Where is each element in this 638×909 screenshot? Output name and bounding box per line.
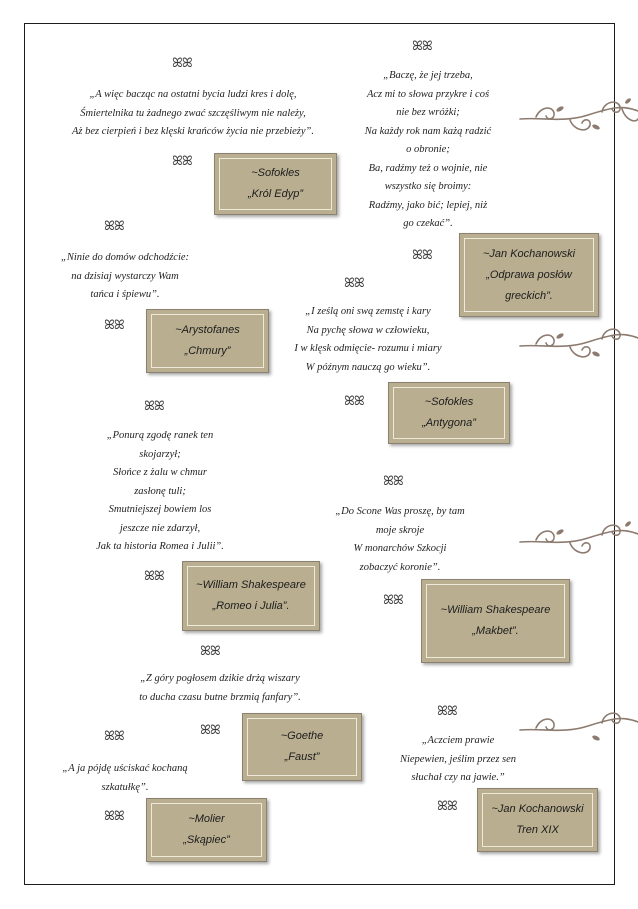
fleuron-ornament-icon: ꕤꕤ [200,644,220,659]
quote-tren-xix [378,732,538,788]
quote-line: W monarchów Szkocji [353,543,447,554]
source-box-makbet [421,579,570,663]
floral-swirl-icon [518,516,638,566]
quote-line: Radźmy, jako bić; lepiej, niż [368,199,488,211]
fleuron-ornament-icon: ꕤꕤ [104,729,124,744]
source-box-inner [426,584,565,658]
fleuron-ornament-icon: ꕤꕤ [344,276,364,291]
source-box-inner [393,387,505,439]
source-box-inner [151,314,264,368]
fleuron-ornament-icon: ꕤꕤ [412,248,432,263]
source-box-romeo-i-julia [182,561,320,631]
source-box-inner [482,793,593,847]
quote-line: go czekać”. [403,218,453,229]
fleuron-ornament-icon: ꕤꕤ [383,593,403,608]
source-box-krol-edyp [214,153,337,215]
source-box-inner [464,238,594,312]
quote-line: tańca i śpiewu”. [90,289,160,300]
source-title: „Skąpiec” [183,834,230,846]
source-author: ~Jan Kochanowski [482,247,576,260]
source-title: „Odprawa posłów [486,268,572,281]
quote-line: „Ninie do domów odchodźcie: [60,252,190,263]
source-title: „Romeo i Julia”. [212,600,290,612]
fleuron-ornament-icon: ꕤꕤ [144,399,164,414]
quote-line: Acz mi to słowa przykre i coś [366,88,490,100]
fleuron-ornament-icon: ꕤꕤ [104,318,124,333]
quote-line: „A więc bacząc na ostatni bycia ludzi kres i dolę, [89,89,297,100]
quote-line: zobaczyć koronie”. [359,561,441,573]
quote-line: Aż bez cierpień i bez klęski krańców życia nie przebieży”. [71,126,315,137]
quote-line: Smutniejszej bowiem los [108,504,212,515]
quote-line: I w klęsk odmięcie- rozumu i miary [294,343,442,354]
source-box-inner [247,718,357,776]
floral-swirl-icon [518,93,638,143]
fleuron-ornament-icon: ꕤꕤ [104,219,124,234]
quote-line: „Do Scone Was proszę, by tam [335,506,465,517]
fleuron-ornament-icon: ꕤꕤ [172,56,192,71]
quote-line: „Ponurą zgodę ranek ten [106,430,214,441]
fleuron-ornament-icon: ꕤꕤ [383,474,403,489]
quote-line: „Z góry pogłosem dzikie drżą wiszary [140,673,300,684]
quote-line: Niepewien, jeślim przez sen [399,753,517,765]
source-author: ~Goethe [280,730,324,742]
source-author: ~Jan Kochanowski [491,803,584,815]
quote-line: „I ześlą oni swą zemstę i kary [305,306,431,317]
fleuron-ornament-icon: ꕤꕤ [200,723,220,738]
source-box-skapiec [146,798,267,862]
quote-makbet [315,503,485,577]
quote-line: Słońce z żalu w chmur [113,467,207,478]
source-title: „Makbet”. [472,625,519,637]
quote-line: skojarzył; [139,448,181,460]
fleuron-ornament-icon: ꕤꕤ [104,809,124,824]
source-title: „Chmury” [184,345,231,357]
quote-krol-edyp [48,86,338,142]
fleuron-ornament-icon: ꕤꕤ [412,39,432,54]
quote-line: wszystko się broimy: [384,181,472,192]
source-author: ~Sofokles [251,167,300,179]
quote-line: moje skroje [375,524,425,536]
quote-line: na dzisiaj wystarczy Wam [71,270,179,282]
source-title: Tren XIX [516,824,559,836]
source-box-inner [151,803,262,857]
fleuron-ornament-icon: ꕤꕤ [172,154,192,169]
quote-line: o obronie; [406,144,450,155]
source-title: „Król Edyp” [247,188,304,200]
source-author: ~William Shakespeare [440,604,551,616]
fleuron-ornament-icon: ꕤꕤ [437,799,457,814]
quote-skapiec [45,760,205,797]
quote-line: „Baczę, że jej trzeba, [383,70,473,81]
fleuron-ornament-icon: ꕤꕤ [144,569,164,584]
quote-line: to ducha czasu butne brzmią fanfary”. [139,691,301,703]
source-author: ~Sofokles [424,396,474,408]
source-box-chmury [146,309,269,373]
source-box-inner [187,566,315,626]
quote-chmury [45,249,205,305]
quote-line: Na każdy rok nam każą radzić [364,125,492,137]
quote-line: Jak ta historia Romea i Julii”. [96,541,224,552]
quote-odprawa-poslow [348,67,508,234]
quote-line: jeszcze nie zdarzył, [119,522,201,534]
source-box-tren-xix [477,788,598,852]
quote-line: szkatułkę”. [101,781,149,793]
quote-line: „Aczciem prawie [421,735,495,746]
source-box-odprawa-poslow [459,233,599,317]
quote-line: „A ja pójdę uściskać kochaną [62,763,188,774]
quote-line: słuchał czy na jawie.” [411,772,505,783]
fleuron-ornament-icon: ꕤꕤ [437,704,457,719]
quote-line: zasłonę tuli; [134,485,186,497]
source-box-faust [242,713,362,781]
quote-antygona [278,303,458,377]
source-author: ~Arystofanes [175,324,240,336]
quote-line: Na pychę słowa w człowieku, [306,324,430,336]
quote-romeo-i-julia [80,427,240,557]
source-title: „Antygona” [422,417,476,429]
quote-faust [110,670,330,707]
quote-line: W późnym nauczą go wieku”. [305,361,431,373]
source-box-antygona [388,382,510,444]
source-box-inner [219,158,332,210]
quote-line: Ba, radźmy też o wojnie, nie [368,162,488,174]
source-author: ~Molier [188,813,225,825]
source-author: ~William Shakespeare [196,579,306,591]
fleuron-ornament-icon: ꕤꕤ [344,394,364,409]
quote-line: nie bez wróżki; [396,107,460,118]
quote-line: Śmiertelnika tu żadnego zwać szczęśliwym nie należy, [80,107,306,119]
floral-swirl-icon [518,318,638,368]
source-title: greckich”. [505,289,553,302]
source-title: „Faust” [284,751,320,763]
